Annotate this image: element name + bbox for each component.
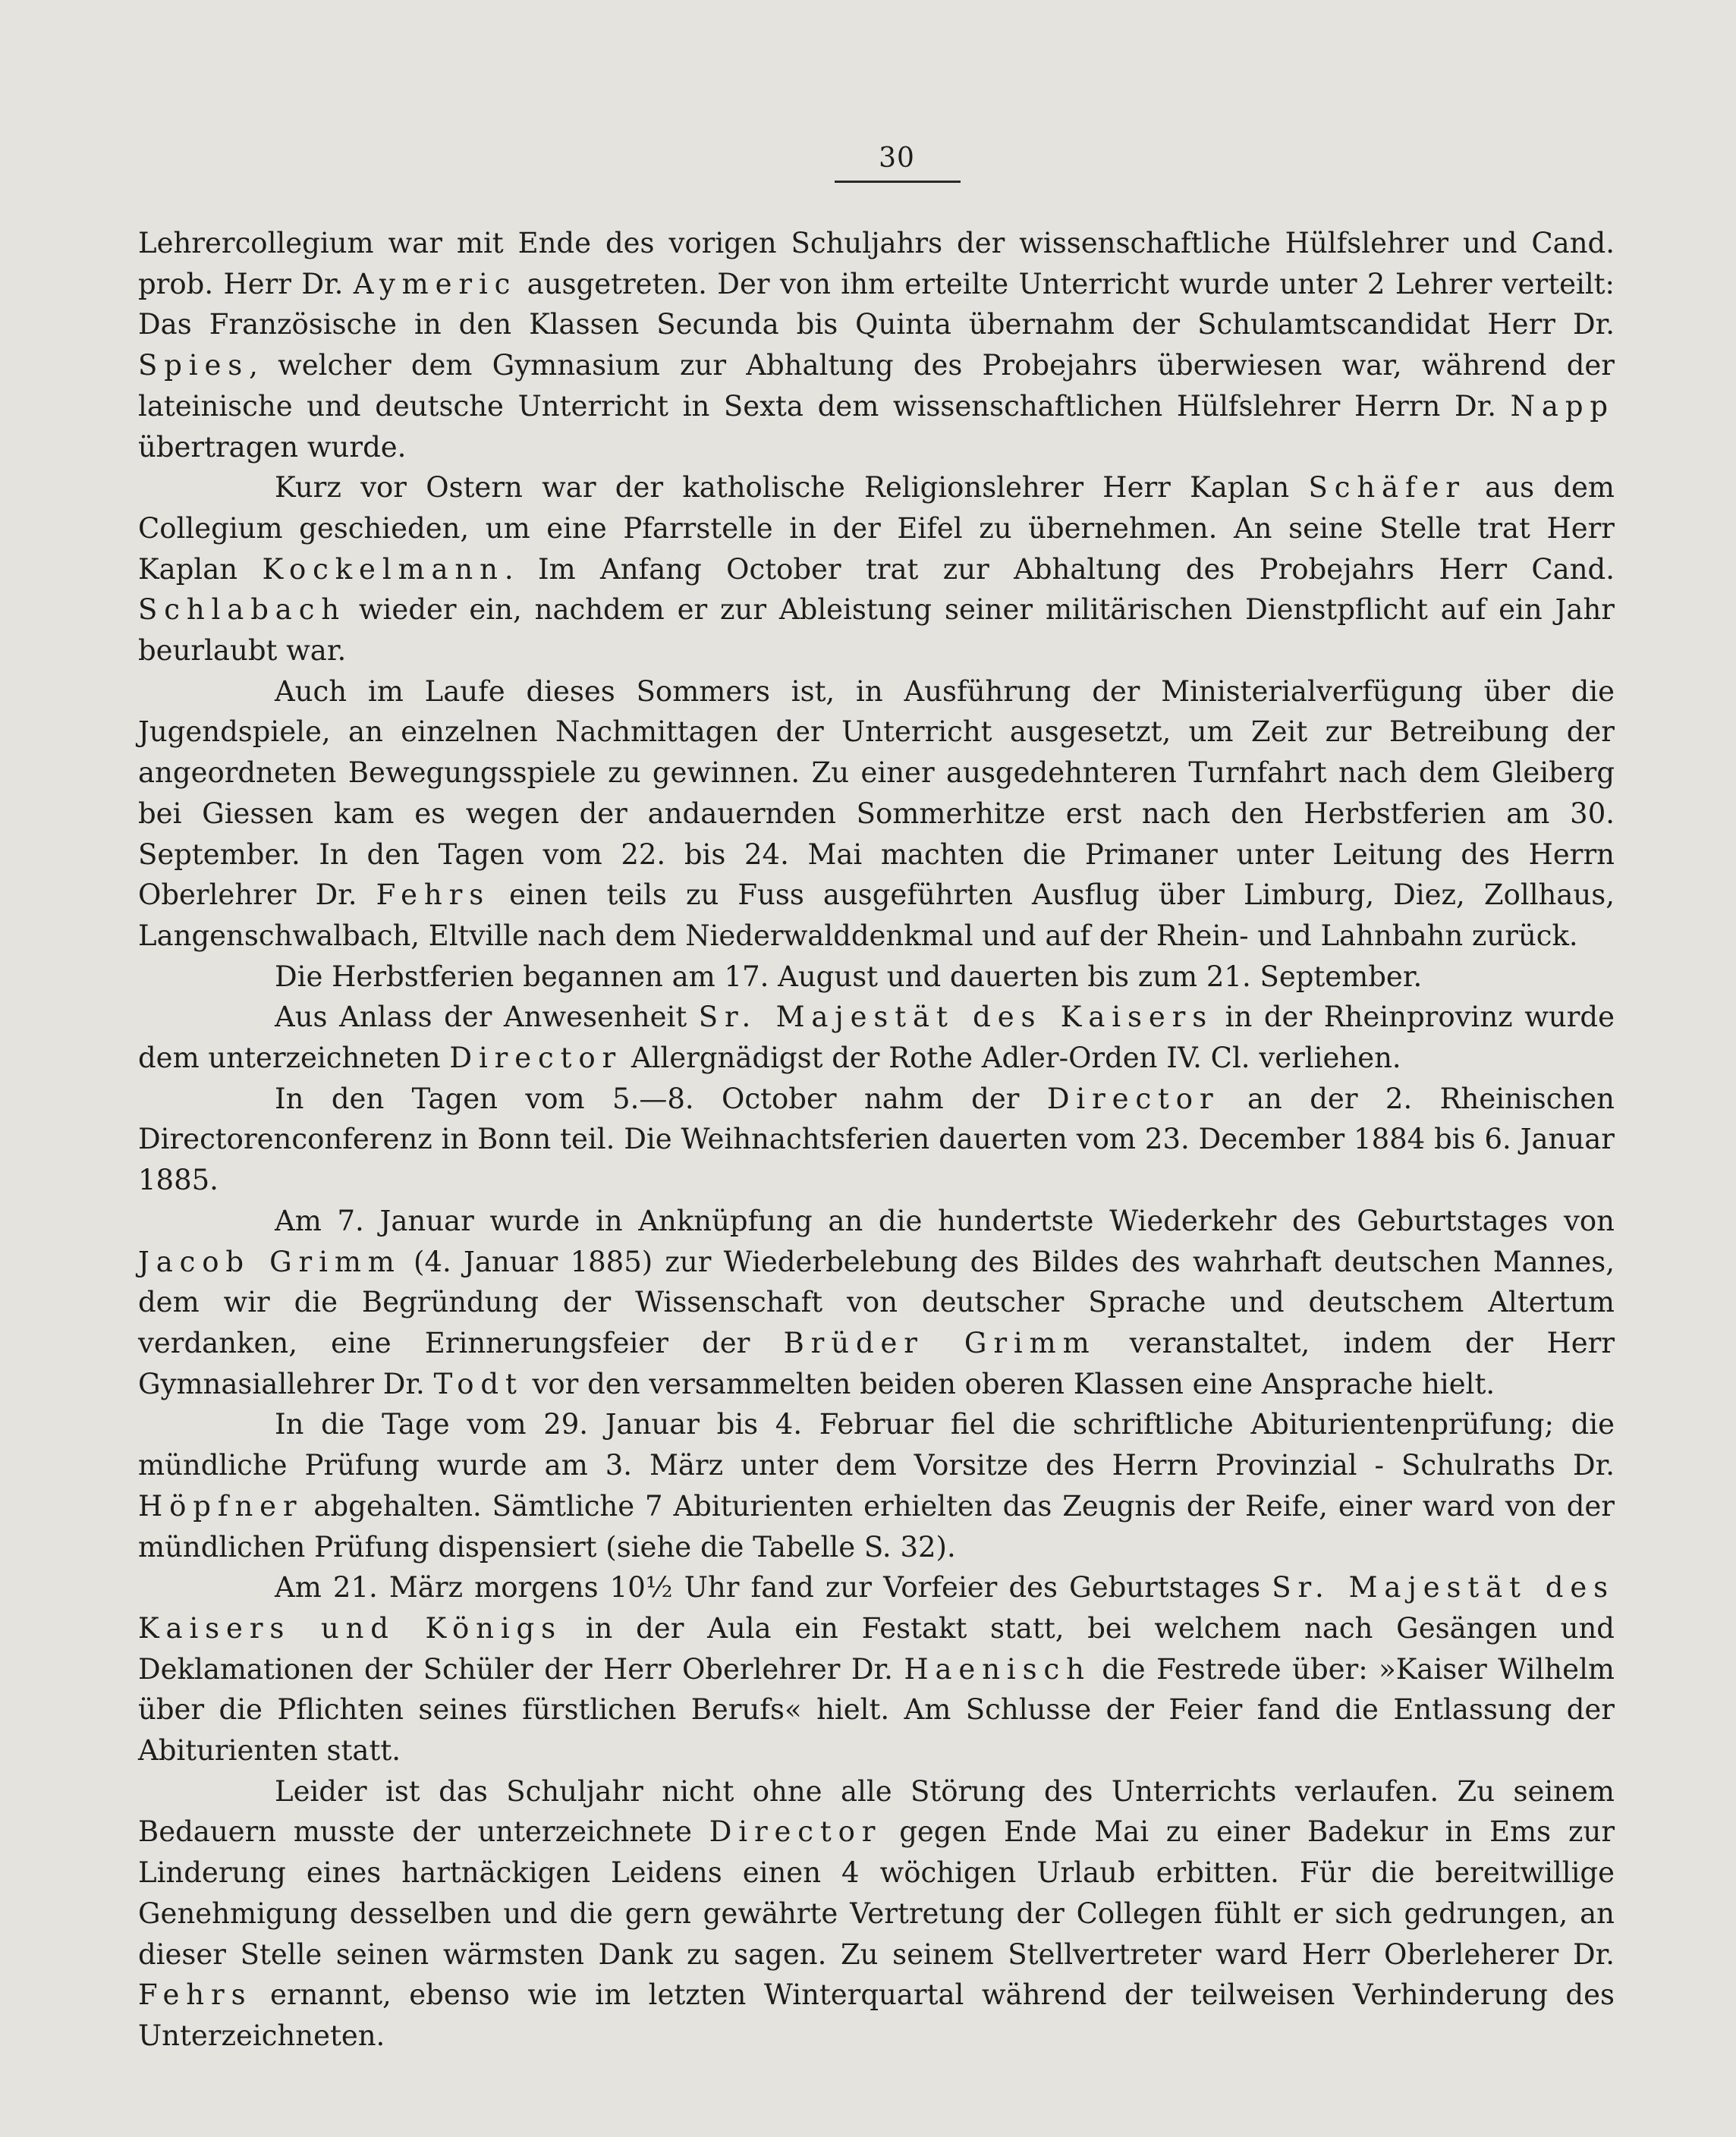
text-run: In die Tage vom 29. Januar bis 4. Februar fiel die schriftliche Abiturientenprüfung; die mündliche Prüfung wurde am 3. März unter dem Vorsitze des Herrn Provinzial - Schulraths Dr. bbox=[138, 1408, 1615, 1482]
text-run: Kurz vor Ostern war der katholische Religionslehrer Herr Kaplan bbox=[275, 471, 1309, 504]
text-run: in der Rheinprovinz wurde dem unterzeichneten bbox=[138, 1001, 1615, 1075]
emphasized-name: Todt bbox=[433, 1367, 524, 1400]
text-run: ernannt, ebenso wie im letzten Winterquartal während der teilweisen Verhinderung des Unterzeichneten. bbox=[138, 1978, 1615, 2052]
text-run: gegen Ende Mai zu einer Badekur in Ems zur Linderung eines hartnäckigen Leidens einen 4 wöchigen Urlaub erbitten. Für die bereitwillige Genehmigung desselben und die gern gewährte Vertretung der Collegen fühlt er sich gedrungen, an dieser Stelle seinen wärmsten Dank zu sagen. Zu seinem Stellvertreter ward Herr Oberleherer Dr. bbox=[138, 1815, 1615, 1971]
page-number-rule bbox=[835, 181, 961, 183]
text-run: Am 7. Januar wurde in Anknüpfung an die hundertste Wiederkehr des Geburtstages von bbox=[275, 1204, 1615, 1237]
paragraph bbox=[138, 997, 1615, 1078]
emphasized-name: Sr. Majestät des Kaisers bbox=[698, 1001, 1214, 1034]
text-run: Leider ist das Schuljahr nicht ohne alle Störung des Unterrichts verlaufen. Zu seinem Bedauern musste der unterzeichnete bbox=[138, 1774, 1615, 1849]
emphasized-name: Director bbox=[1046, 1082, 1220, 1115]
emphasized-name: Fehrs bbox=[376, 878, 491, 912]
text-run: aus dem Collegium geschieden, um eine Pfarrstelle in der Eifel zu übernehmen. An seine Stelle trat Herr Kaplan bbox=[138, 471, 1615, 586]
paragraph bbox=[138, 467, 1615, 671]
text-run: veranstaltet, indem der Herr Gymnasiallehrer Dr. bbox=[138, 1326, 1615, 1400]
page-number: 30 bbox=[879, 143, 915, 174]
text-run: einen teils zu Fuss ausgeführten Ausflug über Limburg, Diez, Zollhaus, Langenschwalbach, Eltville nach dem Niederwalddenkmal und auf der Rhein- und Lahnbahn zurück. bbox=[138, 878, 1615, 952]
emphasized-name: Napp bbox=[1510, 389, 1615, 423]
emphasized-name: Brüder Grimm bbox=[783, 1326, 1096, 1359]
text-run: Am 21. März morgens 10½ Uhr fand zur Vorfeier des Geburtstages bbox=[275, 1571, 1272, 1604]
text-run: (4. Januar 1885) zur Wiederbelebung des Bildes des wahrhaft deutschen Mannes, dem wir die Begründung der Wissenschaft von deutscher Sprache und deutschem Altertum verdanken, eine Erinnerungsfeier der bbox=[138, 1245, 1615, 1359]
text-run: ausgetreten. Der von ihm erteilte Unterricht wurde unter 2 Lehrer verteilt: Das Französische in den Klassen Secunda bis Quinta übernahm der Schulamtscandidat Herr Dr. bbox=[138, 267, 1615, 341]
paragraph bbox=[138, 1567, 1615, 1771]
text-run: Lehrercollegium war mit Ende des vorigen Schuljahrs der wissenschaftliche Hülfslehrer und Cand. prob. Herr Dr. bbox=[138, 227, 1615, 300]
emphasized-name: Spies bbox=[138, 349, 250, 382]
paragraph bbox=[138, 671, 1615, 957]
text-run: Aus Anlass der Anwesenheit bbox=[275, 1001, 699, 1034]
emphasized-name: Schäfer bbox=[1308, 471, 1466, 504]
emphasized-name: Director bbox=[709, 1815, 882, 1849]
text-run: übertragen wurde. bbox=[138, 430, 407, 464]
text-run: , welcher dem Gymnasium zur Abhaltung des Probejahrs überwiesen war, während der lateinische und deutsche Unterricht in Sexta dem wissenschaftlichen Hülfslehrer Herrn Dr. bbox=[138, 349, 1615, 423]
text-run: abgehalten. Sämtliche 7 Abiturienten erhielten das Zeugnis der Reife, einer ward von der mündlichen Prüfung dispensiert (siehe die Tabelle S. 32). bbox=[138, 1489, 1615, 1563]
text-run: an der 2. Rheinischen Directorenconferenz in Bonn teil. Die Weihnachtsferien dauerten vom 23. December 1884 bis 6. Januar 1885. bbox=[138, 1082, 1615, 1197]
body-text bbox=[138, 223, 1615, 2057]
text-run: Auch im Laufe dieses Sommers ist, in Ausführung der Ministerialverfügung über die Jugendspiele, an einzelnen Nachmittagen der Unterricht ausgesetzt, um Zeit zur Betreibung der angeordneten Bewegungsspiele zu gewinnen. Zu einer ausgedehnteren Turnfahrt nach dem Gleiberg bei Giessen kam es wegen der andauernden Sommerhitze erst nach den Herbstferien am 30. September. In den Tagen vom 22. bis 24. Mai machten die Primaner unter Leitung des Herrn Oberlehrer Dr. bbox=[138, 674, 1615, 912]
emphasized-name: Haenisch bbox=[904, 1652, 1091, 1686]
emphasized-name: Director bbox=[449, 1042, 623, 1075]
paragraph bbox=[138, 957, 1615, 998]
paragraph bbox=[138, 1201, 1615, 1405]
text-run: In den Tagen vom 5.—8. October nahm der bbox=[275, 1082, 1047, 1115]
text-run: die Festrede über: »Kaiser Wilhelm über die Pflichten seines fürstlichen Berufs« hielt. Am Schlusse der Feier fand die Entlassung der Abiturienten statt. bbox=[138, 1652, 1615, 1768]
emphasized-name: Sr. Majestät des Kaisers und Königs bbox=[138, 1571, 1615, 1645]
text-run: Die Herbstferien begannen am 17. August und dauerten bis zum 21. September. bbox=[275, 960, 1423, 993]
paragraph bbox=[138, 1771, 1615, 2057]
emphasized-name: Fehrs bbox=[138, 1978, 253, 2012]
emphasized-name: Kockelmann bbox=[262, 552, 505, 586]
text-run: wieder ein, nachdem er zur Ableistung seiner militärischen Dienstpflicht auf ein Jahr beurlaubt war. bbox=[138, 593, 1615, 668]
emphasized-name: Jacob Grimm bbox=[138, 1245, 401, 1278]
emphasized-name: Schlabach bbox=[138, 593, 347, 627]
emphasized-name: Höpfner bbox=[138, 1489, 303, 1523]
text-run: in der Aula ein Festakt statt, bei welchem nach Gesängen und Deklamationen der Schüler der Herr Oberlehrer Dr. bbox=[138, 1611, 1615, 1686]
text-run: vor den versammelten beiden oberen Klassen eine Ansprache hielt. bbox=[523, 1367, 1495, 1400]
text-run: . Im Anfang October trat zur Abhaltung des Probejahrs Herr Cand. bbox=[504, 552, 1615, 586]
text-run: Allergnädigst der Rothe Adler-Orden IV. Cl. verliehen. bbox=[622, 1042, 1401, 1075]
paragraph bbox=[138, 223, 1615, 467]
emphasized-name: Aymeric bbox=[353, 267, 517, 300]
paragraph bbox=[138, 1404, 1615, 1567]
paragraph bbox=[138, 1079, 1615, 1201]
